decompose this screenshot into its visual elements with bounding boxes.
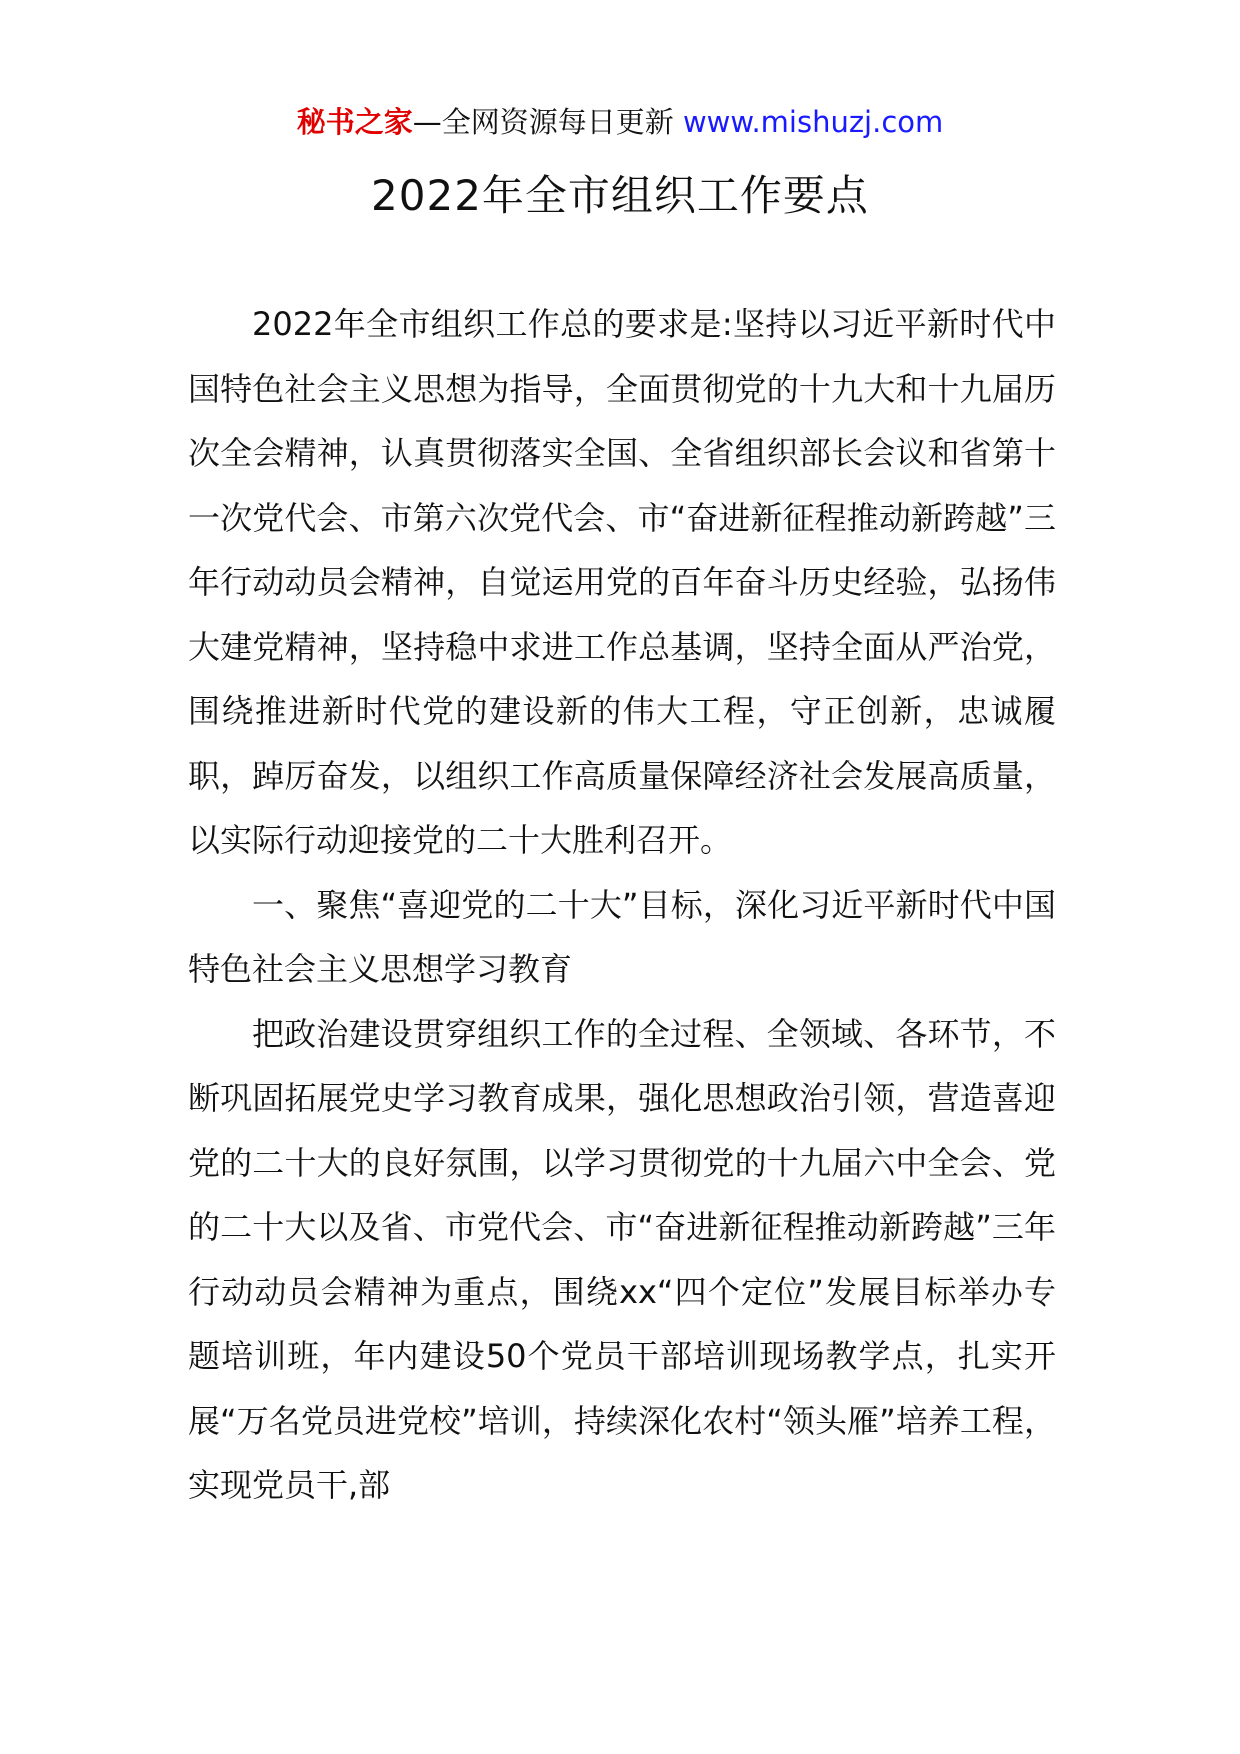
brand-name: 秘书之家 [296,105,413,139]
section-paragraph: 把政治建设贯穿组织工作的全过程、全领域、各环节，不断巩固拓展党史学习教育成果，强化思想政治引领，营造喜迎党的二十大的良好氛围，以学习贯彻党的十九届六中全会、党的二十大以及省、市党代会、市“奋进新征程推动新跨越”三年行动动员会精神为重点，围绕xx“四个定位”发展目标举办专题培训班，年内建设50个党员干部培训现场教学点，扎实开展“万名党员进党校”培训，持续深化农村“领头雁”培养工程，实现党员干,部 [188,1014,1056,1504]
site-url[interactable]: www.mishuzj.com [682,105,944,139]
site-header [0,100,1240,144]
document-body [188,292,1056,1518]
section-heading: 一、聚焦“喜迎党的二十大”目标，深化习近平新时代中国特色社会主义思想学习教育 [188,885,1056,988]
intro-paragraph: 2022年全市组织工作总的要求是:坚持以习近平新时代中国特色社会主义思想为指导，全面贯彻党的十九大和十九届历次全会精神，认真贯彻落实全国、全省组织部长会议和省第十一次党代会、市第六次党代会、市“奋进新征程推动新跨越”三年行动动员会精神，自觉运用党的百年奋斗历史经验，弘扬伟大建党精神，坚持稳中求进工作总基调，坚持全面从严治党，围绕推进新时代党的建设新的伟大工程，守正创新，忠诚履职，踔厉奋发，以组织工作高质量保障经济社会发展高质量，以实际行动迎接党的二十大胜利召开。 [188,305,1056,859]
site-slogan: —全网资源每日更新 [412,105,674,139]
document-title: 2022年全市组织工作要点 [371,171,869,220]
